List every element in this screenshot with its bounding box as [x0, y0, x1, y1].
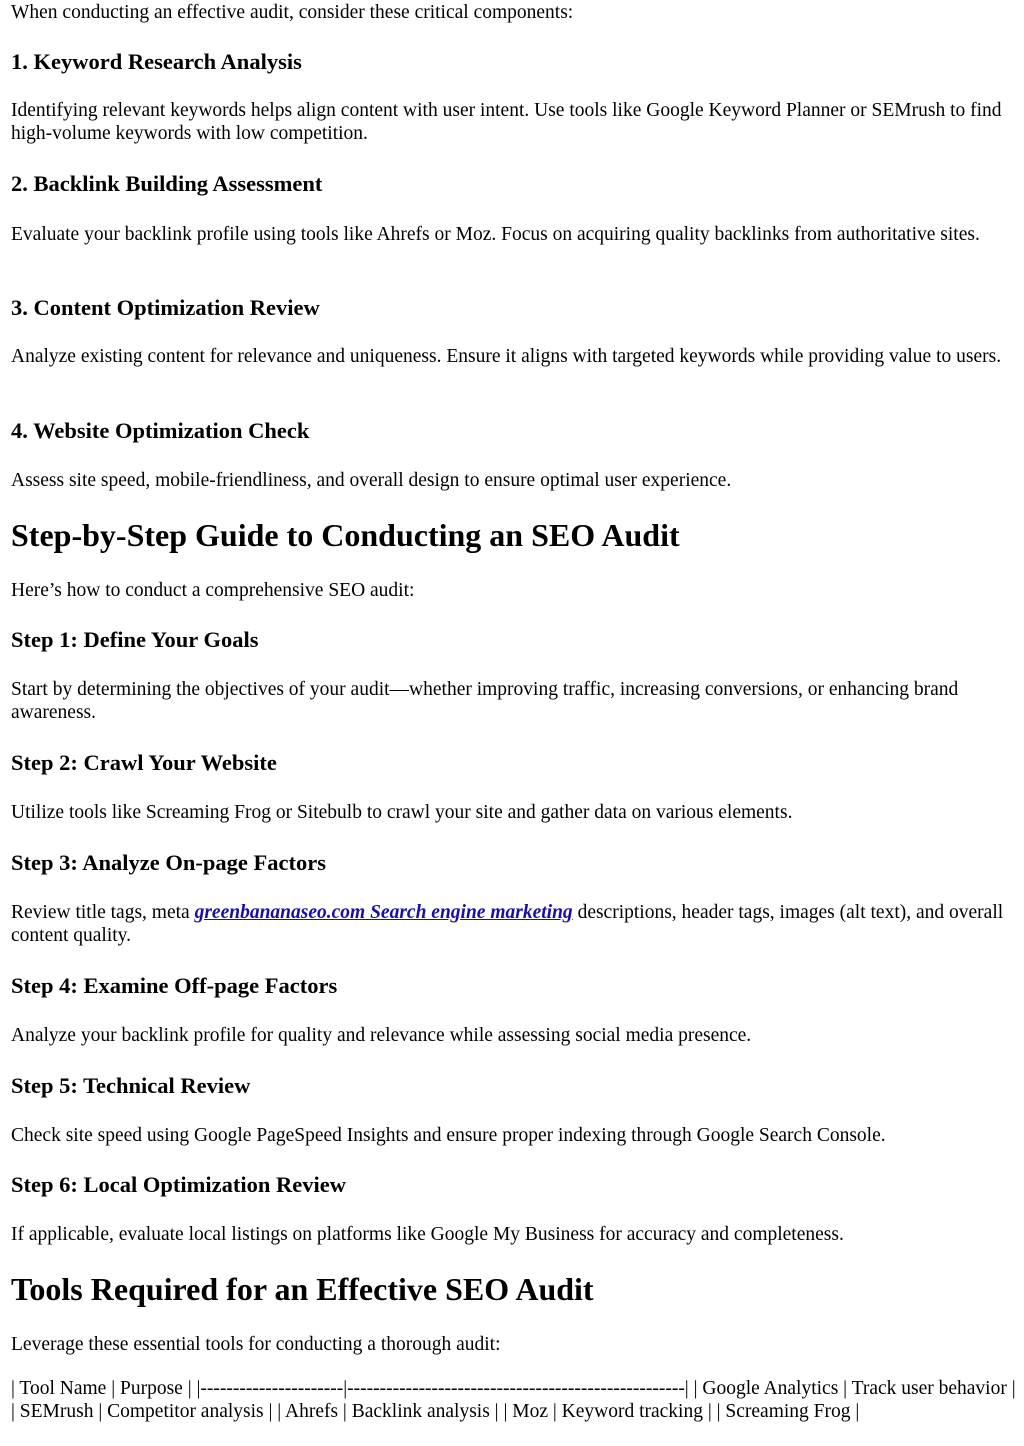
step-text-3-after: descriptions, header tags, images (alt text), and overall content quality.	[11, 902, 1004, 946]
tools-table-raw: | Tool Name | Purpose | |----------------------|----------------------------------------------------| | Google Analytics | Track user behavior | | SEMrush | Competitor analysis | | Ahrefs | Backlink analysis | | Moz | Keyword tracking | | Screaming Frog |	[11, 1378, 1016, 1422]
step-text-5: Check site speed using Google PageSpeed Insights and ensure proper indexing through Google Search Console.	[11, 1125, 886, 1146]
greenbananaseo-link[interactable]: greenbananaseo.com Search engine marketing	[194, 902, 573, 923]
component-text-website-optimization: Assess site speed, mobile-friendliness, and overall design to ensure optimal user experience.	[11, 470, 732, 491]
component-heading-website-optimization: 4. Website Optimization Check	[11, 418, 310, 443]
component-text-backlink-assessment: Evaluate your backlink profile using tools like Ahrefs or Moz. Focus on acquiring quality backlinks from authoritative sites.	[11, 224, 980, 245]
step-heading-4: Step 4: Examine Off-page Factors	[11, 973, 338, 998]
component-heading-content-optimization: 3. Content Optimization Review	[11, 295, 320, 320]
step-heading-1: Step 1: Define Your Goals	[11, 627, 259, 652]
component-heading-keyword-research: 1. Keyword Research Analysis	[11, 49, 302, 74]
step-text-2: Utilize tools like Screaming Frog or Sitebulb to crawl your site and gather data on various elements.	[11, 802, 793, 823]
step-text-6: If applicable, evaluate local listings on platforms like Google My Business for accuracy and completeness.	[11, 1224, 844, 1245]
step-heading-5: Step 5: Technical Review	[11, 1073, 251, 1098]
step-heading-3: Step 3: Analyze On-page Factors	[11, 850, 326, 875]
guide-title: Step-by-Step Guide to Conducting an SEO Audit	[11, 517, 680, 553]
step-text-3-before: Review title tags, meta	[11, 902, 195, 923]
step-text-4: Analyze your backlink profile for quality and relevance while assessing social media presence.	[11, 1025, 752, 1046]
step-text-1: Start by determining the objectives of your audit—whether improving traffic, increasing conversions, or enhancing brand awareness.	[11, 679, 959, 723]
step-text-3	[11, 901, 1017, 947]
guide-intro: Here’s how to conduct a comprehensive SEO audit:	[11, 580, 415, 601]
component-heading-backlink-assessment: 2. Backlink Building Assessment	[11, 171, 323, 196]
component-text-content-optimization: Analyze existing content for relevance and uniqueness. Ensure it aligns with targeted keywords while providing value to users.	[11, 346, 1002, 367]
tools-intro: Leverage these essential tools for conducting a thorough audit:	[11, 1334, 501, 1355]
intro-paragraph: When conducting an effective audit, consider these critical components:	[11, 2, 574, 23]
component-text-keyword-research: Identifying relevant keywords helps align content with user intent. Use tools like Google Keyword Planner or SEMrush to find high-volume keywords with low competition.	[11, 100, 1002, 144]
step-heading-6: Step 6: Local Optimization Review	[11, 1172, 346, 1197]
tools-title: Tools Required for an Effective SEO Audit	[11, 1271, 594, 1307]
step-heading-2: Step 2: Crawl Your Website	[11, 750, 277, 775]
